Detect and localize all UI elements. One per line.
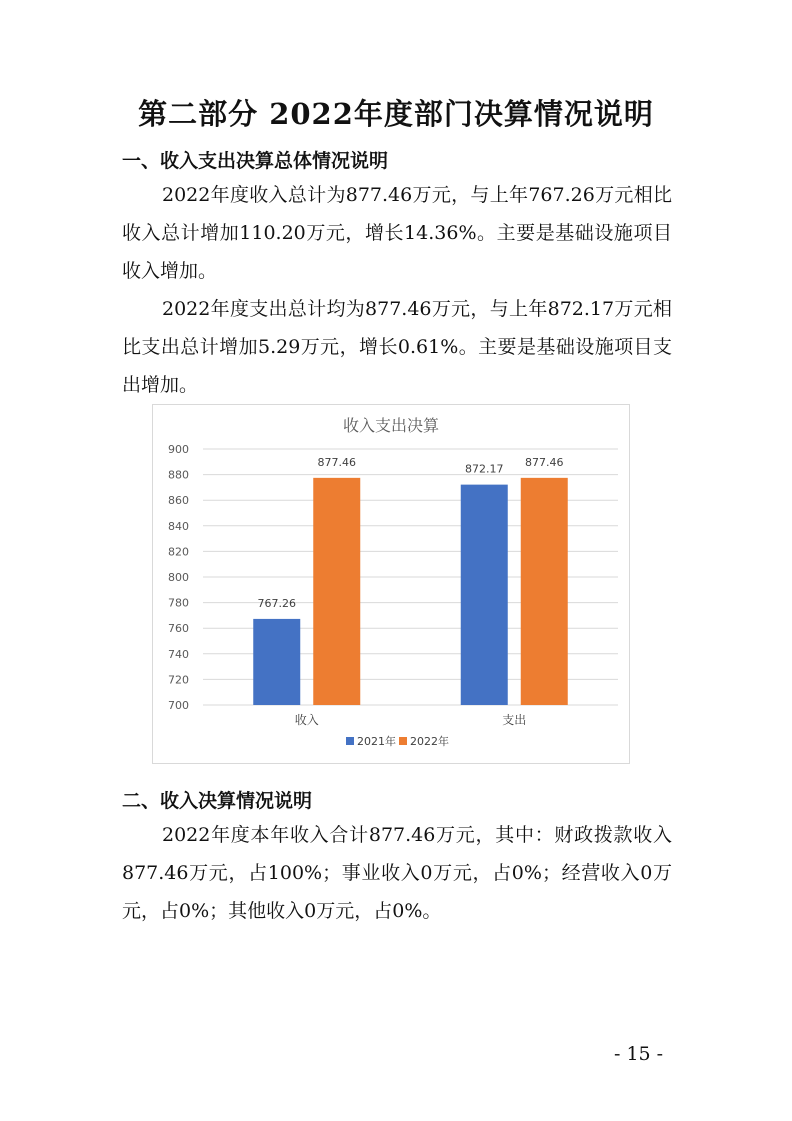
data-label: 767.26 bbox=[257, 596, 296, 610]
section2-paragraph-income: 2022年度本年收入合计877.46万元，其中：财政拨款收入877.46万元，占100%；事业收入0万元，占0%；经营收入0万元，占0%；其他收入0万元，占0%。 bbox=[122, 824, 672, 922]
legend-swatch bbox=[399, 737, 407, 745]
income-expense-chart bbox=[152, 404, 630, 764]
legend-label: 2022年 bbox=[410, 735, 449, 748]
bar bbox=[521, 478, 568, 705]
section1-heading: 一、收入支出决算总体情况说明 bbox=[122, 150, 389, 172]
chart-title: 收入支出决算 bbox=[342, 416, 440, 435]
y-tick-label: 820 bbox=[168, 545, 189, 559]
legend-label: 2021年 bbox=[357, 735, 396, 748]
y-tick-label: 780 bbox=[168, 596, 189, 610]
y-tick-label: 840 bbox=[168, 519, 189, 533]
chart-canvas bbox=[153, 405, 629, 763]
y-tick-label: 720 bbox=[168, 673, 189, 687]
y-tick-label: 880 bbox=[168, 468, 189, 482]
page-number: - 15 - bbox=[614, 1043, 664, 1065]
data-label: 872.17 bbox=[465, 462, 504, 476]
data-label: 877.46 bbox=[525, 455, 564, 469]
legend-swatch bbox=[346, 737, 354, 745]
bar bbox=[253, 619, 300, 705]
y-tick-label: 740 bbox=[168, 647, 189, 661]
y-tick-label: 760 bbox=[168, 622, 189, 636]
y-tick-label: 900 bbox=[168, 443, 189, 456]
x-tick-label: 收入 bbox=[294, 713, 319, 727]
section2-heading: 二、收入决算情况说明 bbox=[122, 790, 313, 812]
section1-paragraph-expense: 2022年度支出总计均为877.46万元，与上年872.17万元相比支出总计增加5.29万元，增长0.61%。主要是基础设施项目支出增加。 bbox=[122, 298, 672, 396]
bar bbox=[313, 478, 360, 705]
section1-paragraph-income: 2022年度收入总计为877.46万元，与上年767.26万元相比收入总计增加110.20万元，增长14.36%。主要是基础设施项目收入增加。 bbox=[122, 184, 672, 282]
page-title: 第二部分 2022年度部门决算情况说明 bbox=[138, 97, 654, 131]
y-tick-label: 700 bbox=[168, 699, 189, 712]
bar bbox=[461, 485, 508, 705]
x-tick-label: 支出 bbox=[502, 713, 527, 727]
data-label: 877.46 bbox=[317, 455, 356, 469]
y-tick-label: 800 bbox=[168, 571, 189, 584]
y-tick-label: 860 bbox=[168, 494, 189, 508]
